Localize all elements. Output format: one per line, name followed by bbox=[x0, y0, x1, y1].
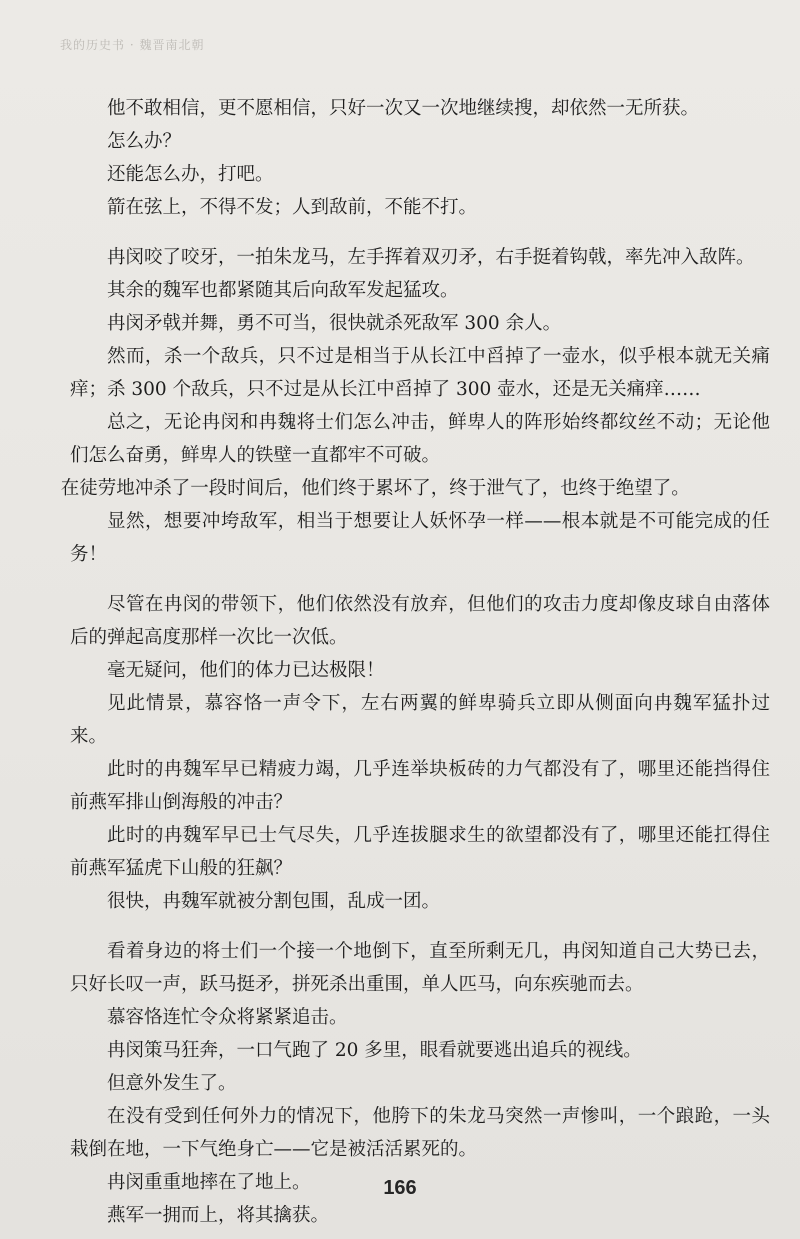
paragraph: 箭在弦上，不得不发；人到敌前，不能不打。 bbox=[107, 197, 478, 218]
paragraph: 此时的冉魏军早已士气尽失，几乎连拔腿求生的欲望都没有了，哪里还能扛得住前燕军猛虎下山般的狂飙？ bbox=[70, 825, 770, 879]
paragraph: 冉闵咬了咬牙，一拍朱龙马，左手挥着双刃矛，右手挺着钩戟，率先冲入敌阵。 bbox=[107, 247, 755, 268]
paragraph: 然而，杀一个敌兵，只不过是相当于从长江中舀掉了一壶水，似乎根本就无关痛痒；杀 300 个敌兵，只不过是从长江中舀掉了 300 壶水，还是无关痛痒…… bbox=[70, 346, 770, 400]
paragraph: 冉闵策马狂奔，一口气跑了 20 多里，眼看就要逃出追兵的视线。 bbox=[107, 1040, 642, 1061]
paragraph: 在徒劳地冲杀了一段时间后，他们终于累坏了，终于泄气了，也终于绝望了。 bbox=[60, 478, 690, 499]
body-text bbox=[60, 92, 770, 1232]
paragraph: 尽管在冉闵的带领下，他们依然没有放弃，但他们的攻击力度却像皮球自由落体后的弹起高度那样一次比一次低。 bbox=[70, 594, 770, 648]
paragraph: 怎么办？ bbox=[107, 131, 182, 152]
paragraph: 毫无疑问，他们的体力已达极限！ bbox=[107, 660, 385, 681]
paragraph: 显然，想要冲垮敌军，相当于想要让人妖怀孕一样——根本就是不可能完成的任务！ bbox=[70, 511, 770, 565]
section-gap bbox=[70, 224, 770, 241]
section-gap bbox=[70, 918, 770, 935]
paragraph: 他不敢相信，更不愿相信，只好一次又一次地继续搜，却依然一无所获。 bbox=[107, 98, 700, 119]
paragraph: 燕军一拥而上，将其擒获。 bbox=[107, 1205, 330, 1226]
section-gap bbox=[70, 571, 770, 588]
paragraph: 在没有受到任何外力的情况下，他胯下的朱龙马突然一声惨叫，一个踉跄，一头栽倒在地，一下气绝身亡——它是被活活累死的。 bbox=[70, 1106, 770, 1160]
paragraph: 看着身边的将士们一个接一个地倒下，直至所剩无几，冉闵知道自己大势已去，只好长叹一声，跃马挺矛，拼死杀出重围，单人匹马，向东疾驰而去。 bbox=[70, 941, 770, 995]
paragraph: 很快，冉魏军就被分割包围，乱成一团。 bbox=[107, 891, 441, 912]
paragraph: 此时的冉魏军早已精疲力竭，几乎连举块板砖的力气都没有了，哪里还能挡得住前燕军排山倒海般的冲击？ bbox=[70, 759, 770, 813]
page-number: 166 bbox=[383, 1177, 417, 1199]
paragraph: 冉闵矛戟并舞，勇不可当，很快就杀死敌军 300 余人。 bbox=[107, 313, 562, 334]
paragraph: 还能怎么办，打吧。 bbox=[107, 164, 274, 185]
paragraph: 见此情景，慕容恪一声令下，左右两翼的鲜卑骑兵立即从侧面向冉魏军猛扑过来。 bbox=[70, 693, 770, 747]
paragraph: 慕容恪连忙令众将紧紧追击。 bbox=[107, 1007, 348, 1028]
paragraph: 但意外发生了。 bbox=[107, 1073, 237, 1094]
paragraph: 其余的魏军也都紧随其后向敌军发起猛攻。 bbox=[107, 280, 459, 301]
paragraph: 冉闵重重地摔在了地上。 bbox=[107, 1172, 311, 1193]
running-head: 我的历史书 · 魏晋南北朝 bbox=[60, 38, 205, 52]
paragraph: 总之，无论冉闵和冉魏将士们怎么冲击，鲜卑人的阵形始终都纹丝不动；无论他们怎么奋勇，鲜卑人的铁壁一直都牢不可破。 bbox=[70, 412, 770, 466]
